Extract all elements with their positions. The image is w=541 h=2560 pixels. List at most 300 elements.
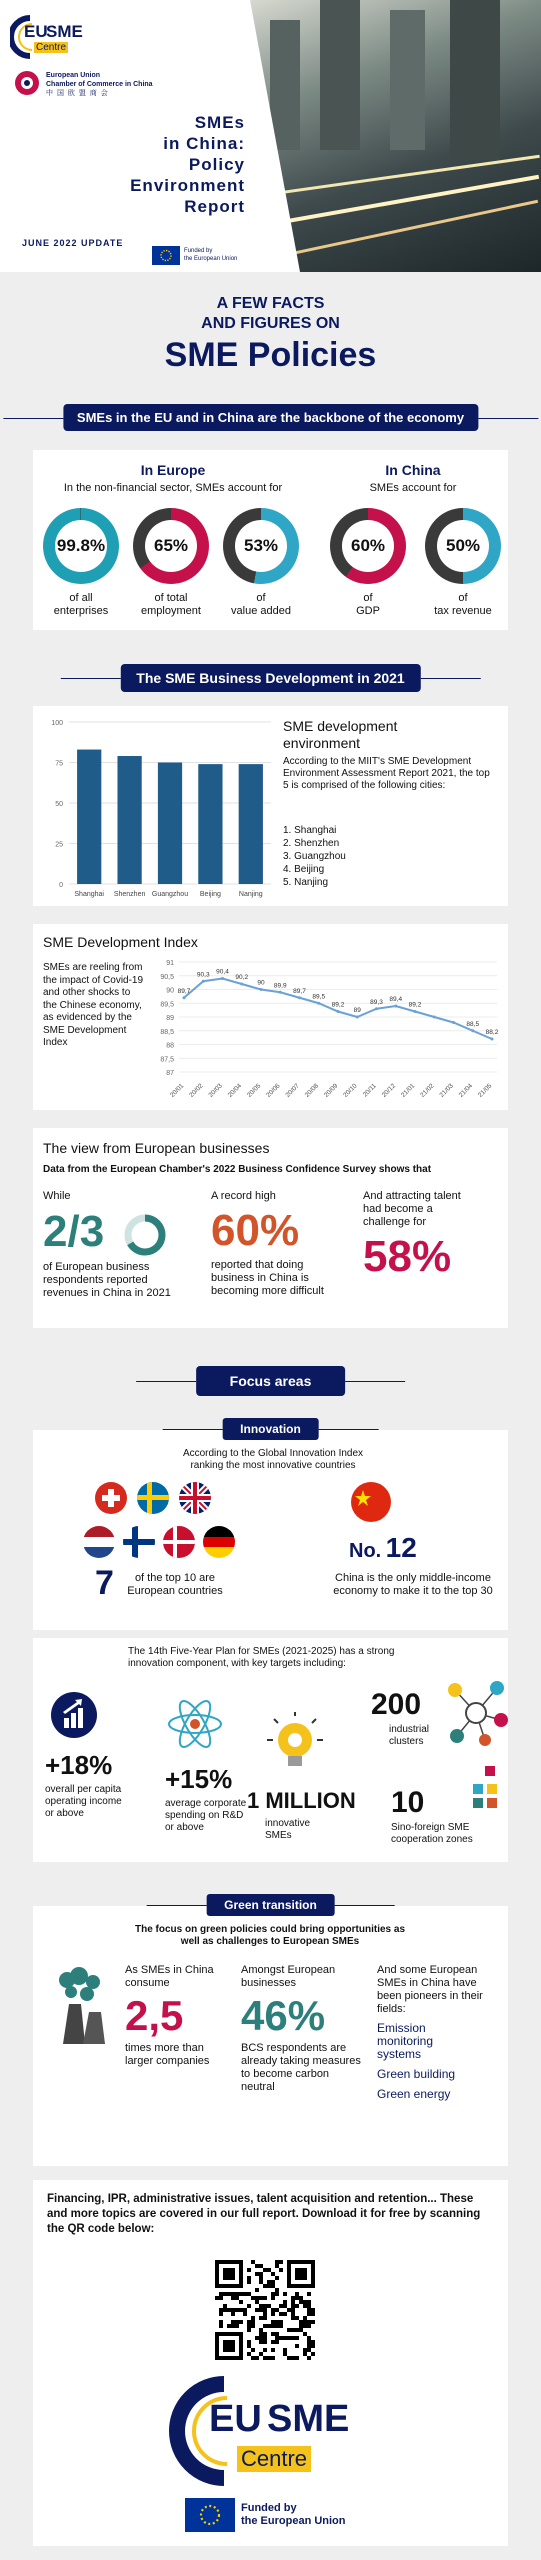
qr-module <box>279 2260 283 2264</box>
qr-module <box>307 2308 311 2312</box>
bar-ytick-3: 75 <box>55 760 63 768</box>
europe-label-line1-0: of all <box>69 592 93 604</box>
t4-text: industrial clusters <box>389 1724 430 1747</box>
line-chart <box>145 954 505 1104</box>
footer-logo-sme: SME <box>267 2398 350 2440</box>
qr-module <box>263 2296 267 2300</box>
bar-xtick-4: Nanjing <box>238 891 263 898</box>
qr-module <box>219 2292 223 2296</box>
eu-flag-icon-bottom <box>185 2498 235 2532</box>
t5-text: Sino-foreign SME cooperation zones <box>391 1822 473 1845</box>
china-label-line2-1: tax revenue <box>434 605 492 617</box>
china-panel <box>318 450 508 630</box>
qr-module <box>311 2308 315 2312</box>
funded-by-top <box>152 246 262 266</box>
europe-donut-0 <box>43 508 119 584</box>
line-ytick-1: 87,5 <box>160 1056 174 1064</box>
qr-module <box>275 2288 279 2292</box>
qr-module <box>307 2324 311 2328</box>
europe-label-line2-0: enterprises <box>53 605 109 617</box>
qr-module <box>267 2284 271 2288</box>
germany-flag-icon <box>203 1526 235 1558</box>
view-c1-num: 2/3 <box>43 1207 105 1256</box>
logo-eu-text: EU <box>24 22 48 41</box>
no12-value: 12 <box>385 1532 417 1563</box>
dev-title <box>283 718 503 752</box>
qr-module <box>275 2336 279 2340</box>
bar-xtick-1: Shenzhen <box>113 891 146 898</box>
index-point-1 <box>202 980 205 983</box>
qr-module <box>295 2356 299 2360</box>
title-line-3: Policy <box>188 155 245 174</box>
qr-module <box>307 2344 311 2348</box>
footer-logo <box>169 2376 369 2486</box>
qr-module <box>279 2304 283 2308</box>
index-datalabel-1: 90,3 <box>196 971 210 979</box>
bar-shenzhen <box>117 756 141 884</box>
qr-module <box>287 2356 291 2360</box>
swiss-flag-icon <box>95 1482 127 1514</box>
index-xtick-3: 20/04 <box>226 1082 244 1099</box>
intro-line2: AND FIGURES ON <box>201 315 340 332</box>
index-xtick-13: 21/02 <box>419 1082 436 1099</box>
qr-module <box>311 2320 315 2324</box>
qr-module <box>259 2308 263 2312</box>
qr-module <box>239 2308 243 2312</box>
green-field-1: Emission monitoring systems <box>377 2021 434 2061</box>
index-card <box>33 924 508 1110</box>
index-point-12 <box>414 1010 417 1013</box>
qr-module <box>231 2296 235 2300</box>
qr-module <box>271 2296 275 2300</box>
footer-card <box>33 2180 508 2546</box>
qr-module <box>279 2320 283 2324</box>
qr-module <box>235 2320 239 2324</box>
funded-by-bottom <box>185 2498 365 2534</box>
qr-module <box>283 2304 287 2308</box>
qr-module <box>259 2352 263 2356</box>
green-label: Green transition <box>206 1894 335 1916</box>
qr-module <box>291 2304 295 2308</box>
qr-module <box>275 2332 279 2336</box>
index-datalabel-3: 90,2 <box>235 974 249 981</box>
bar-ytick-4: 100 <box>51 720 63 727</box>
qr-module <box>247 2324 251 2328</box>
qr-module <box>259 2272 263 2276</box>
index-datalabel-9: 89 <box>353 1007 361 1014</box>
qr-module <box>227 2292 231 2296</box>
qr-module <box>251 2320 255 2324</box>
qr-module <box>299 2296 303 2300</box>
bar-guangzhou <box>158 763 182 885</box>
qr-module <box>291 2300 295 2304</box>
index-xtick-10: 20/11 <box>361 1082 378 1099</box>
europe-donut-1 <box>133 508 209 584</box>
t3-num: 1 MILLION <box>247 1788 356 1813</box>
chamber-line1: European Union <box>46 72 101 79</box>
qr-module <box>295 2336 299 2340</box>
qr-module <box>267 2324 271 2328</box>
bar-xtick-3: Beijing <box>199 891 221 898</box>
gii-text: According to the Global Innovation Index ranking the most innovative countries <box>182 1448 364 1471</box>
index-xtick-0: 20/01 <box>168 1082 186 1099</box>
index-datalabel-4: 90 <box>257 979 265 987</box>
footer-text: Financing, IPR, administrative issues, talent acquisition and retention... These and more topics are covered in our full report. Download it for free by scanning the QR code below: <box>47 2193 481 2235</box>
europe-label-line1-2: of <box>256 592 266 604</box>
seven-text: of the top 10 are European countries <box>127 1572 223 1597</box>
china-title: In China <box>385 462 441 478</box>
qr-module <box>263 2332 267 2336</box>
line-ytick-7: 90,5 <box>160 973 174 981</box>
qr-module <box>247 2328 251 2332</box>
view-c2-num: 60% <box>211 1206 300 1255</box>
view-col-2 <box>211 1190 341 1298</box>
qr-module <box>247 2320 251 2324</box>
qr-module <box>307 2300 311 2304</box>
qr-module <box>231 2324 235 2328</box>
qr-module <box>219 2324 223 2328</box>
line-ytick-2: 88 <box>166 1042 174 1050</box>
intro-line3: SME Policies <box>164 336 377 374</box>
green-c1-num: 2,5 <box>125 1992 184 2039</box>
puzzle-icon <box>465 1766 505 1816</box>
qr-module <box>259 2336 263 2340</box>
qr-module <box>219 2320 223 2324</box>
qr-module <box>287 2328 291 2332</box>
index-xtick-1: 20/02 <box>188 1082 205 1099</box>
qr-module <box>263 2284 267 2288</box>
qr-module <box>287 2336 291 2340</box>
qr-module <box>263 2268 267 2272</box>
qr-module <box>263 2308 267 2312</box>
europe-label-line2-1: employment <box>141 605 201 617</box>
green-c2-num: 46% <box>241 1992 326 2039</box>
index-xtick-7: 20/08 <box>303 1082 321 1099</box>
qr-module <box>243 2312 247 2316</box>
green-c1-top: As SMEs in China consume <box>125 1964 214 1989</box>
title-line-5: Report <box>184 197 245 216</box>
qr-module <box>255 2288 259 2292</box>
qr-module <box>231 2292 235 2296</box>
green-col-1 <box>125 1964 225 2068</box>
qr-module <box>279 2268 283 2272</box>
qr-module <box>303 2352 307 2356</box>
qr-module <box>263 2336 267 2340</box>
europe-sub: In the non-financial sector, SMEs account for <box>63 482 283 494</box>
backbone-card <box>33 450 508 630</box>
index-xtick-4: 20/05 <box>245 1082 263 1099</box>
green-c2-text: BCS respondents are already taking measures to become carbon neutral <box>241 2042 361 2093</box>
qr-module <box>255 2356 259 2360</box>
index-point-8 <box>337 1010 340 1013</box>
netherlands-flag-icon <box>83 1526 115 1558</box>
qr-module <box>303 2304 307 2308</box>
qr-module <box>303 2320 307 2324</box>
qr-module <box>303 2300 307 2304</box>
logo-centre-text: Centre <box>36 42 67 53</box>
qr-module <box>247 2292 251 2296</box>
qr-finder-core-1 <box>295 2268 307 2280</box>
china-donut-1 <box>425 508 501 584</box>
t1-text: overall per capita operating income or above <box>45 1784 122 1819</box>
logo-sme-text: SME <box>46 22 83 41</box>
development-card <box>33 706 508 906</box>
qr-module <box>291 2328 295 2332</box>
qr-module <box>271 2272 275 2276</box>
china-donut-value-1: 50% <box>437 520 489 572</box>
china-label-line2-0: GDP <box>356 605 380 617</box>
qr-module <box>239 2300 243 2304</box>
qr-module <box>259 2316 263 2320</box>
bar-nanjing <box>239 764 263 884</box>
funded-line2: the European Union <box>184 256 238 262</box>
qr-module <box>251 2260 255 2264</box>
funded-bottom-line1: Funded by <box>241 2502 297 2514</box>
qr-module <box>251 2324 255 2328</box>
qr-module <box>275 2340 279 2344</box>
qr-module <box>299 2320 303 2324</box>
qr-module <box>271 2348 275 2352</box>
index-datalabel-2: 90,4 <box>216 968 229 976</box>
qr-module <box>307 2304 311 2308</box>
denmark-flag-icon <box>163 1526 195 1558</box>
qr-module <box>279 2324 283 2328</box>
t4-num: 200 <box>371 1688 422 1721</box>
qr-module <box>247 2276 251 2280</box>
qr-module <box>283 2352 287 2356</box>
qr-module <box>255 2336 259 2340</box>
bar-chart <box>39 714 279 904</box>
report-date: JUNE 2022 UPDATE <box>22 238 124 248</box>
index-xtick-2: 20/03 <box>207 1082 224 1099</box>
funded-bottom-line2: the European Union <box>241 2515 346 2527</box>
green-c2-top: Amongst European businesses <box>241 1964 336 1989</box>
index-point-16 <box>491 1038 494 1041</box>
qr-module <box>235 2296 239 2300</box>
qr-module <box>231 2312 235 2316</box>
line-ytick-3: 88,5 <box>160 1028 174 1036</box>
qr-module <box>215 2296 219 2300</box>
no12-text: China is the only middle-income economy to make it to the top 30 <box>333 1572 493 1597</box>
bar-shanghai <box>77 750 101 884</box>
index-datalabel-5: 89,9 <box>273 982 287 990</box>
index-point-11 <box>394 1005 397 1008</box>
qr-module <box>255 2264 259 2268</box>
chamber-line2: Chamber of Commerce in China <box>46 81 153 88</box>
dev-text: According to the MIIT's SME Development Environment Assessment Report 2021, the top 5 is comprised of the following cities: <box>283 756 490 791</box>
index-datalabel-8: 89,2 <box>331 1001 345 1009</box>
qr-module <box>299 2328 303 2332</box>
qr-module <box>307 2356 311 2360</box>
city-4: 4. Beijing <box>283 864 325 875</box>
view-c3-num: 58% <box>363 1232 452 1281</box>
qr-module <box>279 2312 283 2316</box>
qr-module <box>263 2316 267 2320</box>
qr-module <box>247 2344 251 2348</box>
growth-icon <box>51 1692 97 1738</box>
no12-wrap <box>349 1532 417 1564</box>
qr-module <box>295 2296 299 2300</box>
qr-code[interactable] <box>215 2260 315 2360</box>
index-point-5 <box>279 991 282 994</box>
intro <box>0 290 541 376</box>
factory-icon <box>47 1966 117 2046</box>
index-xtick-16: 21/05 <box>476 1082 494 1099</box>
china-sub: SMEs account for <box>369 482 457 494</box>
qr-module <box>271 2292 275 2296</box>
qr-module <box>291 2312 295 2316</box>
qr-finder-core-2 <box>223 2340 235 2352</box>
qr-module <box>271 2284 275 2288</box>
title-line-2: in China: <box>163 134 245 153</box>
europe-label-line2-2: value added <box>231 605 291 617</box>
view-c1-text: of European business respondents reported revenues in China in 2021 <box>43 1261 171 1299</box>
index-xtick-5: 20/06 <box>265 1082 282 1099</box>
qr-module <box>263 2348 267 2352</box>
sweden-flag-icon <box>137 1482 169 1514</box>
qr-module <box>299 2300 303 2304</box>
qr-module <box>219 2308 223 2312</box>
index-title: SME Development Index <box>43 934 198 950</box>
qr-module <box>275 2308 279 2312</box>
index-datalabel-0: 89,7 <box>177 987 191 995</box>
index-point-9 <box>356 1016 359 1019</box>
view-c2-text: reported that doing business in China is becoming more difficult <box>211 1259 324 1297</box>
view-card <box>33 1128 508 1328</box>
seven: 7 <box>95 1564 114 1602</box>
qr-module <box>271 2320 275 2324</box>
qr-module <box>235 2324 239 2328</box>
index-point-7 <box>317 1002 320 1005</box>
view-c1-top: While <box>43 1190 71 1202</box>
qr-module <box>263 2356 267 2360</box>
index-datalabel-15: 88,5 <box>466 1020 480 1028</box>
view-col-3 <box>363 1190 503 1285</box>
qr-module <box>219 2296 223 2300</box>
green-col-2 <box>241 1964 361 2094</box>
index-datalabel-7: 89,5 <box>312 993 326 1001</box>
qr-module <box>307 2312 311 2316</box>
qr-module <box>247 2268 251 2272</box>
view-col-1 <box>43 1190 193 1300</box>
green-c1-text: times more than larger companies <box>125 2042 210 2067</box>
qr-module <box>267 2268 271 2272</box>
funded-line1: Funded by <box>184 248 213 254</box>
qr-module <box>311 2344 315 2348</box>
qr-module <box>231 2320 235 2324</box>
line-ytick-5: 89,5 <box>160 1001 174 1009</box>
europe-title: In Europe <box>140 462 206 478</box>
index-point-6 <box>298 996 301 999</box>
index-point-10 <box>375 1007 378 1010</box>
dev-cities <box>283 824 346 889</box>
index-xtick-11: 20/12 <box>380 1082 398 1099</box>
qr-module <box>219 2312 223 2316</box>
qr-module <box>263 2312 267 2316</box>
no12-prefix: No. <box>349 1540 382 1562</box>
view-title: The view from European businesses <box>43 1140 270 1156</box>
green-col-3 <box>377 1964 501 2101</box>
qr-module <box>303 2332 307 2336</box>
t2-num: +15% <box>165 1764 233 1794</box>
index-text: SMEs are reeling from the impact of Covid-19 and other shocks to the Chinese economy, as evidenced by the SME Development Index <box>43 962 144 1048</box>
city-2: 2. Shenzhen <box>283 838 340 849</box>
two-thirds-ring <box>123 1213 167 1257</box>
europe-donut-label-0 <box>31 592 131 618</box>
city-1: 1. Shanghai <box>283 825 337 836</box>
green-card <box>33 1898 508 2166</box>
view-c1-num-wrap <box>43 1203 193 1261</box>
dev-title-l1: SME development <box>283 718 398 734</box>
bar-xtick-0: Shanghai <box>74 891 104 898</box>
europe-donut-value-1: 65% <box>145 520 197 572</box>
qr-finder-core-0 <box>223 2268 235 2280</box>
qr-module <box>275 2320 279 2324</box>
qr-module <box>259 2304 263 2308</box>
uk-flag-icon <box>179 1482 211 1514</box>
qr-module <box>243 2308 247 2312</box>
qr-module <box>307 2336 311 2340</box>
city-3: 3. Guangzhou <box>283 851 346 862</box>
chamber-logo <box>14 70 174 100</box>
qr-module <box>247 2304 251 2308</box>
qr-module <box>223 2308 227 2312</box>
bar-xtick-2: Guangzhou <box>151 891 189 898</box>
qr-module <box>271 2332 275 2336</box>
intro-line1: A FEW FACTS <box>216 295 325 312</box>
view-sub: Data from the European Chamber's 2022 Business Confidence Survey shows that <box>43 1164 432 1175</box>
qr-module <box>279 2336 283 2340</box>
qr-module <box>283 2336 287 2340</box>
line-ytick-8: 91 <box>166 960 174 967</box>
qr-module <box>259 2264 263 2268</box>
qr-module <box>283 2292 287 2296</box>
index-point-3 <box>240 983 243 986</box>
line-ytick-0: 87 <box>166 1070 174 1077</box>
qr-module <box>271 2312 275 2316</box>
europe-donut-label-2 <box>211 592 311 618</box>
qr-module <box>283 2312 287 2316</box>
china-donut-label-0 <box>318 592 418 618</box>
china-donut-label-1 <box>413 592 513 618</box>
index-point-14 <box>452 1021 455 1024</box>
qr-module <box>227 2308 231 2312</box>
index-series-line <box>184 979 492 1040</box>
index-point-2 <box>221 977 224 980</box>
qr-module <box>307 2348 311 2352</box>
qr-module <box>255 2300 259 2304</box>
qr-module <box>259 2296 263 2300</box>
green-c3-top: And some European SMEs in China have been pioneers in their fields: <box>377 1964 483 2015</box>
qr-module <box>295 2316 299 2320</box>
qr-module <box>287 2308 291 2312</box>
qr-module <box>299 2324 303 2328</box>
green-field-2: Green building <box>377 2067 456 2081</box>
bar-ytick-1: 25 <box>55 841 63 849</box>
qr-module <box>251 2348 255 2352</box>
index-xtick-14: 21/03 <box>438 1082 455 1099</box>
qr-module <box>291 2308 295 2312</box>
qr-module <box>267 2280 271 2284</box>
index-point-4 <box>260 988 263 991</box>
index-xtick-12: 21/01 <box>399 1082 417 1099</box>
index-xtick-8: 20/09 <box>322 1082 340 1099</box>
qr-module <box>307 2320 311 2324</box>
qr-module <box>227 2324 231 2328</box>
qr-module <box>303 2316 307 2320</box>
qr-module <box>295 2344 299 2348</box>
qr-module <box>223 2292 227 2296</box>
